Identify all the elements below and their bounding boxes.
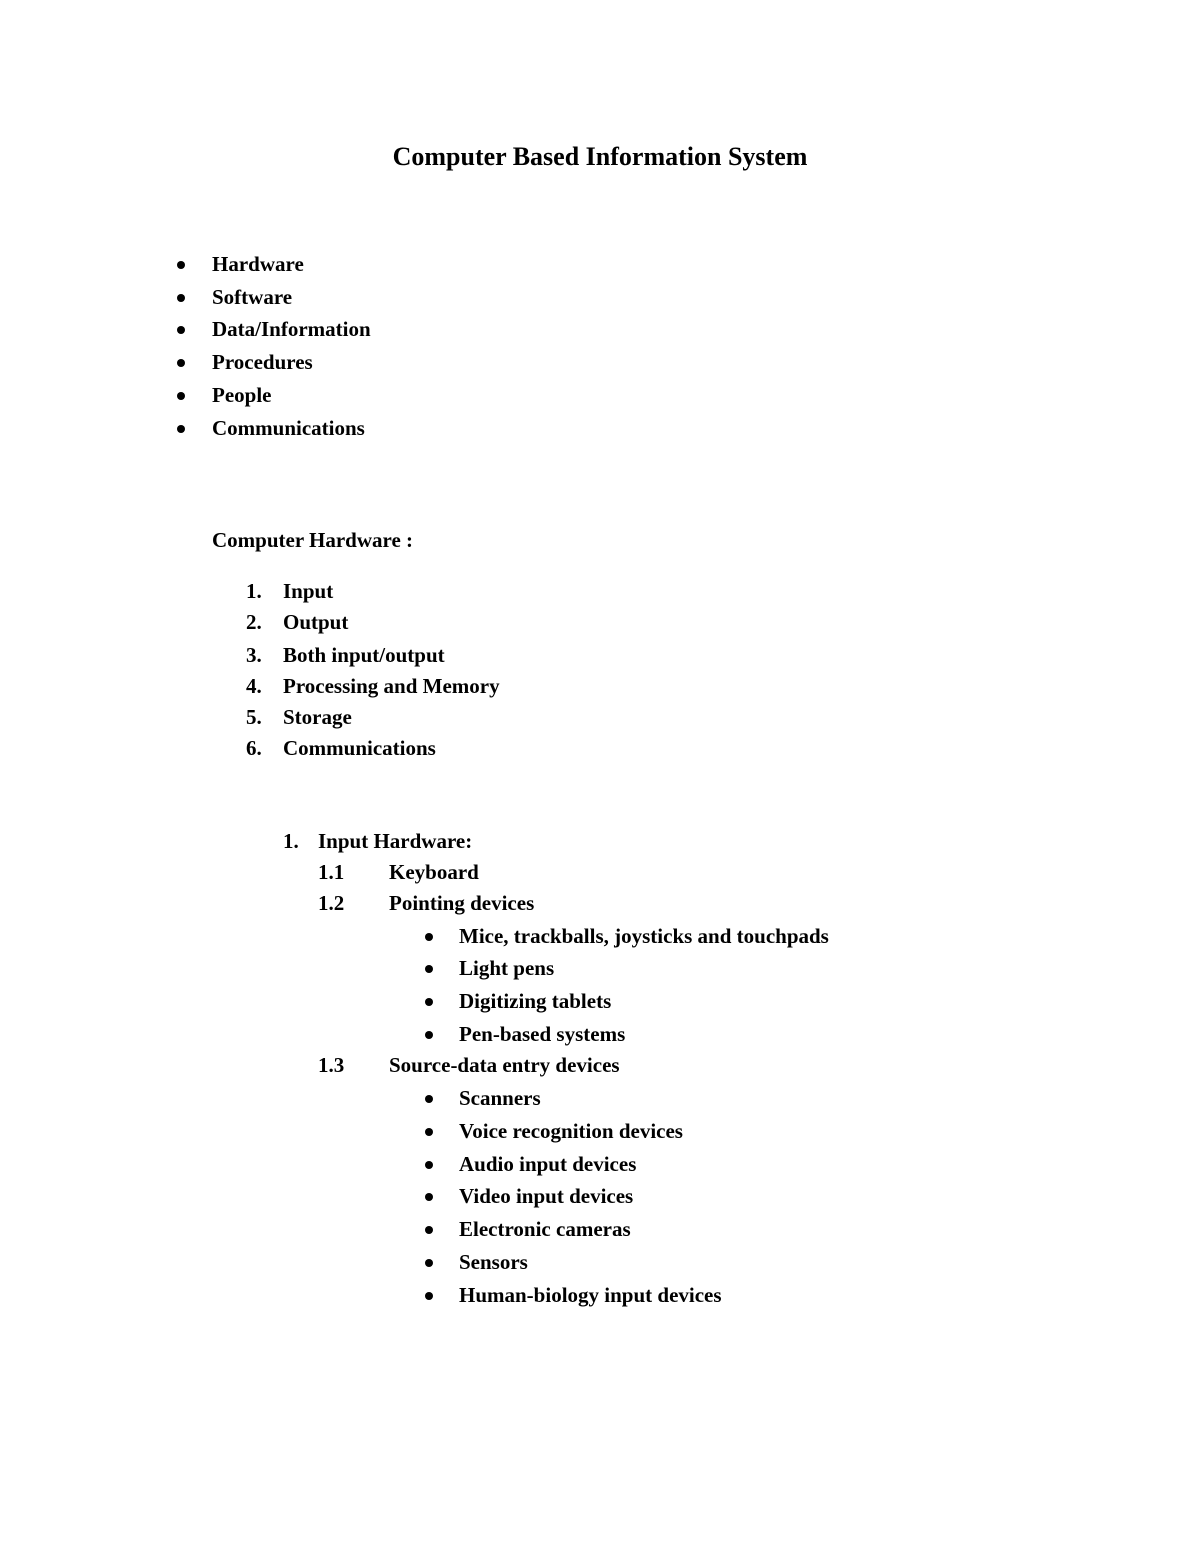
- list-number: 1.: [246, 579, 262, 603]
- bullet-icon: [425, 1161, 433, 1169]
- list-item: Electronic cameras: [459, 1217, 631, 1241]
- hardware-type-item: Both input/output: [283, 643, 445, 667]
- list-item: Pen-based systems: [459, 1022, 626, 1046]
- list-item: Mice, trackballs, joysticks and touchpads: [459, 924, 829, 948]
- bullet-icon: [425, 1259, 433, 1267]
- list-item: Scanners: [459, 1086, 541, 1110]
- list-number: 5.: [246, 705, 262, 729]
- list-item: Video input devices: [459, 1184, 634, 1208]
- subsection-label: Keyboard: [389, 860, 479, 884]
- bullet-icon: [177, 294, 185, 302]
- bullet-icon: [425, 933, 433, 941]
- component-item: Hardware: [212, 252, 304, 276]
- list-number: 3.: [246, 643, 262, 667]
- bullet-icon: [425, 1292, 433, 1300]
- bullet-icon: [425, 1193, 433, 1201]
- list-item: Digitizing tablets: [459, 989, 612, 1013]
- bullet-icon: [425, 1128, 433, 1136]
- subsection-label: Source-data entry devices: [389, 1053, 620, 1077]
- hardware-type-item: Input: [283, 579, 334, 603]
- list-number: 4.: [246, 674, 262, 698]
- subsection-number: 1.2: [318, 891, 345, 915]
- list-item: Light pens: [459, 956, 555, 980]
- component-item: Software: [212, 285, 293, 309]
- list-item: Sensors: [459, 1250, 528, 1274]
- bullet-icon: [425, 1226, 433, 1234]
- list-item: Human-biology input devices: [459, 1283, 722, 1307]
- bullet-icon: [425, 998, 433, 1006]
- bullet-icon: [177, 425, 185, 433]
- list-item: Voice recognition devices: [459, 1119, 683, 1143]
- list-number: 6.: [246, 736, 262, 760]
- subsection-number: 1.1: [318, 860, 345, 884]
- subsection-number: 1.3: [318, 1053, 345, 1077]
- component-item: People: [212, 383, 272, 407]
- hardware-type-item: Output: [283, 610, 349, 634]
- component-item: Data/Information: [212, 317, 371, 341]
- hardware-type-item: Communications: [283, 736, 436, 760]
- bullet-icon: [425, 965, 433, 973]
- bullet-icon: [425, 1095, 433, 1103]
- hardware-type-item: Processing and Memory: [283, 674, 500, 698]
- bullet-icon: [425, 1031, 433, 1039]
- component-item: Procedures: [212, 350, 313, 374]
- page-title: Computer Based Information System: [392, 142, 808, 171]
- hardware-heading: Computer Hardware :: [212, 528, 414, 552]
- hardware-type-item: Storage: [283, 705, 352, 729]
- list-item: Audio input devices: [459, 1152, 637, 1176]
- component-item: Communications: [212, 416, 365, 440]
- subsection-label: Pointing devices: [389, 891, 535, 915]
- bullet-icon: [177, 261, 185, 269]
- section-heading: Input Hardware:: [318, 829, 473, 853]
- bullet-icon: [177, 392, 185, 400]
- bullet-icon: [177, 359, 185, 367]
- section-number: 1.: [283, 829, 299, 853]
- bullet-icon: [177, 326, 185, 334]
- list-number: 2.: [246, 610, 262, 634]
